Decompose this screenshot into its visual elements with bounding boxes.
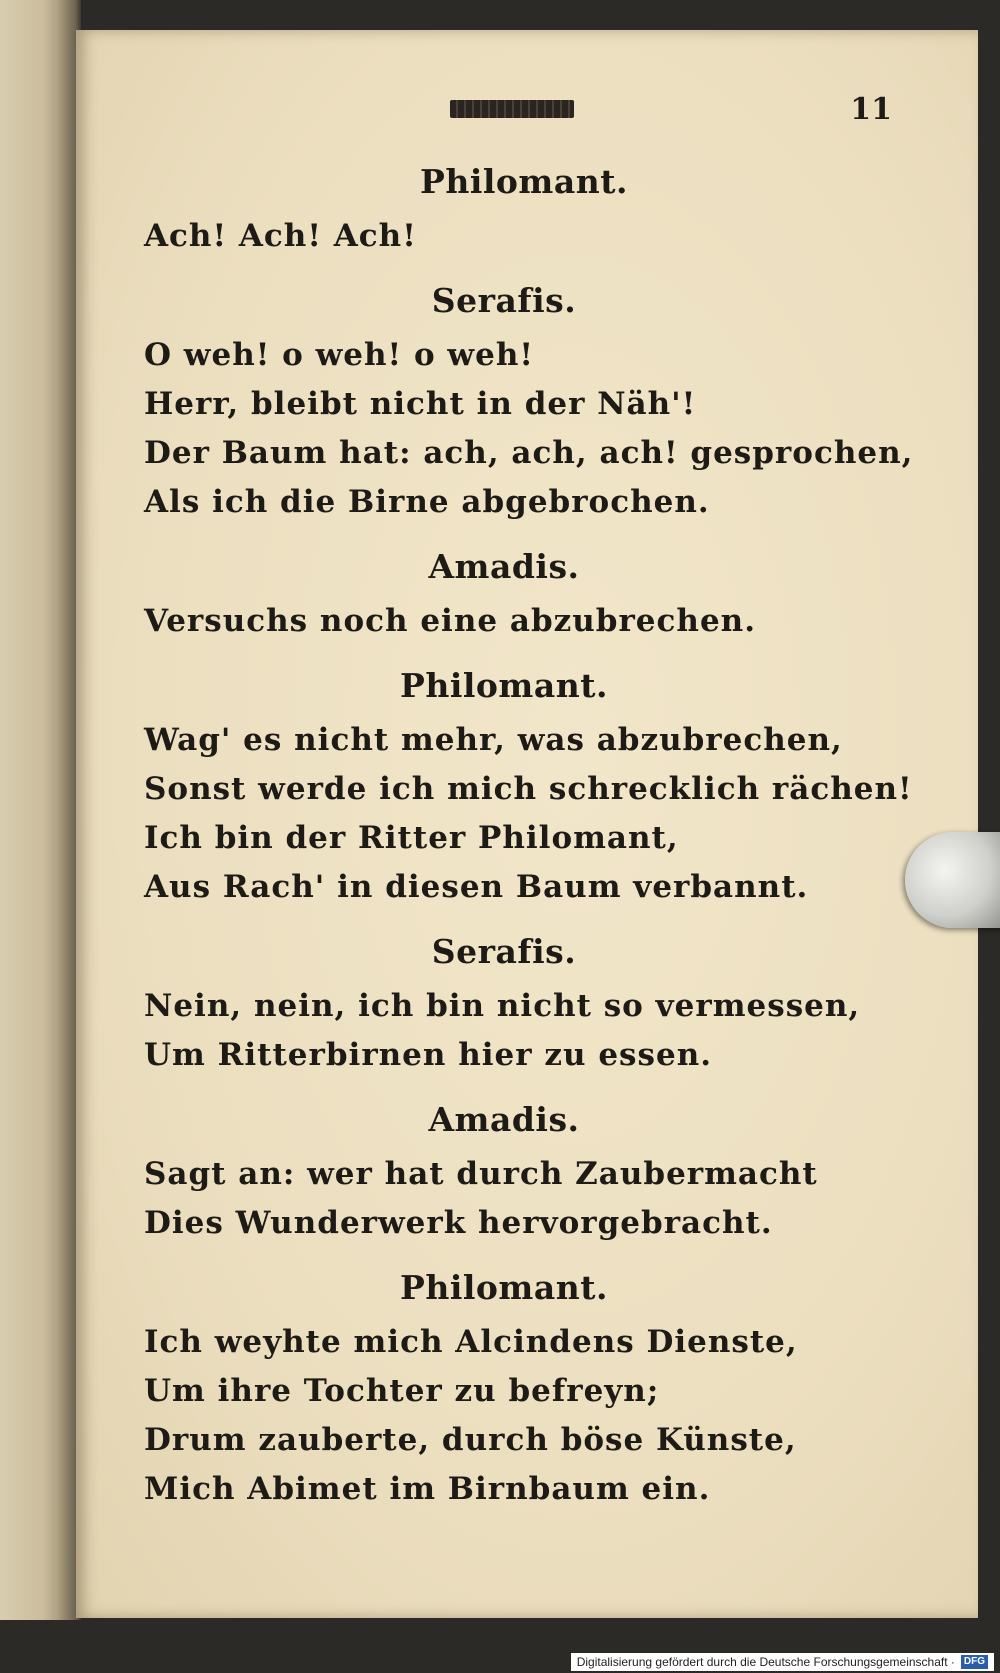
verse-line: Mich Abimet im Birnbaum ein.: [144, 1471, 711, 1507]
page-header: [76, 92, 978, 132]
verse-line: Dies Wunderwerk hervorgebracht.: [144, 1205, 773, 1241]
verse-line: Als ich die Birne abgebrochen.: [144, 484, 710, 520]
verse-line: Ich weyhte mich Alcindens Dienste,: [144, 1324, 798, 1360]
header-ornament: [450, 100, 574, 118]
verse-line: Um ihre Tochter zu befreyn;: [144, 1373, 660, 1409]
dfg-logo: DFG: [961, 1655, 988, 1669]
verse-line: O weh! o weh! o weh!: [144, 337, 534, 373]
speaker-name: Philomant.: [420, 162, 628, 201]
speaker-name: Serafis.: [431, 281, 577, 320]
verse-line: Sagt an: wer hat durch Zaubermacht: [144, 1156, 818, 1192]
verse-line: Herr, bleibt nicht in der Näh'!: [144, 386, 697, 422]
speaker-name: Amadis.: [428, 1100, 580, 1139]
verse-line: Um Ritterbirnen hier zu essen.: [144, 1037, 713, 1073]
verse-line: Sonst werde ich mich schrecklich rächen!: [144, 771, 913, 807]
speaker-name: Serafis.: [431, 932, 577, 971]
verse-line: Aus Rach' in diesen Baum verbannt.: [144, 869, 809, 905]
speaker-name: Amadis.: [428, 547, 580, 586]
verse-line: Ich bin der Ritter Philomant,: [144, 820, 679, 856]
page-clip: [905, 832, 1000, 928]
verse-line: Drum zauberte, durch böse Künste,: [144, 1422, 797, 1458]
dialogue-text: [144, 152, 914, 1514]
verse-line: Wag' es nicht mehr, was abzubrechen,: [144, 722, 843, 758]
digitization-footer: [571, 1653, 994, 1671]
speaker-name: Philomant.: [400, 1268, 608, 1307]
page-number: 11: [850, 92, 892, 127]
verse-line: Der Baum hat: ach, ach, ach! gesprochen,: [144, 435, 914, 471]
verse-line: Nein, nein, ich bin nicht so vermessen,: [144, 988, 861, 1024]
verse-line: Ach! Ach! Ach!: [144, 218, 417, 254]
speaker-name: Philomant.: [400, 666, 608, 705]
verse-line: Versuchs noch eine abzubrechen.: [144, 603, 756, 639]
footer-credit: Digitalisierung gefördert durch die Deutsche Forschungsgemeinschaft ·: [576, 1655, 955, 1669]
